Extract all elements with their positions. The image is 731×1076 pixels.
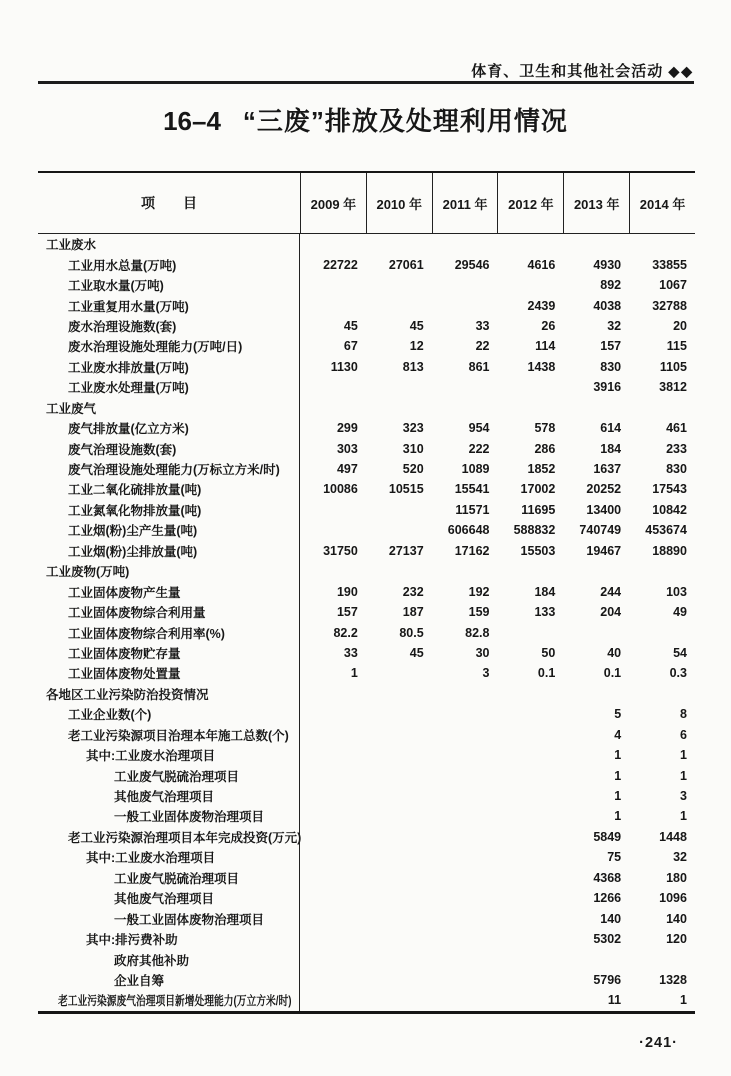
- cell-value: 11571: [455, 502, 490, 517]
- item-column-header: 项 目: [141, 195, 197, 211]
- cell-value: 114: [535, 339, 556, 354]
- table-row: [38, 500, 695, 520]
- table-row: [38, 357, 695, 377]
- cell-value: 1328: [659, 972, 687, 987]
- year-column-header: 2009 年: [300, 173, 366, 233]
- group-row: [38, 234, 695, 254]
- row-label: 工业企业数(个): [38, 704, 300, 724]
- cell-value: 204: [600, 605, 622, 620]
- cell-value: 5: [614, 707, 622, 722]
- cell-value: 17002: [520, 482, 556, 497]
- cell-value: 75: [607, 850, 622, 865]
- page-title: [0, 101, 731, 138]
- cell-value: 11695: [521, 502, 556, 517]
- cell-value: 19467: [586, 543, 622, 558]
- cell-value: 1: [680, 993, 687, 1008]
- year-column-header: 2013 年: [563, 173, 629, 233]
- row-label: 工业取水量(万吨): [38, 275, 300, 295]
- cell-value: 45: [409, 645, 424, 660]
- cell-value: 6: [680, 727, 687, 742]
- row-label: 其中:工业废水治理项目: [38, 745, 300, 765]
- table-row: [38, 254, 695, 274]
- table-row: [38, 377, 695, 397]
- cell-value: 32: [673, 850, 687, 865]
- cell-value: 1: [614, 768, 622, 783]
- table-row: [38, 275, 695, 295]
- row-label: 工业烟(粉)尘排放量(吨): [38, 541, 300, 561]
- table-row: [38, 949, 695, 969]
- cell-value: 5849: [593, 829, 622, 844]
- cell-value: 115: [666, 339, 687, 354]
- cell-value: 3: [482, 666, 490, 681]
- group-row: [38, 398, 695, 418]
- cell-value: 614: [600, 421, 622, 436]
- table-row: [38, 541, 695, 561]
- table-row: [38, 459, 695, 479]
- cell-value: 1067: [659, 278, 687, 293]
- cell-value: 120: [666, 932, 687, 947]
- cell-value: 187: [402, 605, 424, 620]
- cell-value: 830: [666, 462, 687, 477]
- page-number: ·241·: [639, 1035, 678, 1051]
- table-row: [38, 704, 695, 724]
- running-head-text: 体育、卫生和其他社会活动: [471, 63, 669, 80]
- row-label: 废气排放量(亿立方米): [38, 418, 300, 438]
- cell-value: 11: [607, 993, 622, 1008]
- year-column-header: 2012 年: [497, 173, 563, 233]
- cell-value: 0.3: [669, 666, 687, 681]
- table-row: [38, 908, 695, 928]
- cell-value: 1: [680, 809, 687, 824]
- row-label: 工业废水处理量(万吨): [38, 377, 300, 397]
- cell-value: 4: [614, 727, 622, 742]
- cell-value: 32788: [652, 298, 687, 313]
- year-column-header: 2014 年: [629, 173, 695, 233]
- row-label: 工业废水: [38, 234, 300, 254]
- cell-value: 520: [402, 462, 424, 477]
- cell-value: 50: [541, 645, 556, 660]
- cell-value: 32: [607, 318, 622, 333]
- cell-value: 133: [534, 605, 556, 620]
- cell-value: 1130: [330, 359, 358, 374]
- cell-value: 82.8: [465, 625, 490, 640]
- table-row: [38, 622, 695, 642]
- cell-value: 192: [468, 584, 490, 599]
- row-label: 工业废气脱硫治理项目: [38, 868, 300, 888]
- row-label: 其中:排污费补助: [38, 929, 300, 949]
- table-row: [38, 663, 695, 683]
- row-label: 各地区工业污染防治投资情况: [38, 684, 300, 704]
- cell-value: 13400: [586, 502, 622, 517]
- row-label: 工业废气脱硫治理项目: [38, 765, 300, 785]
- cell-value: 813: [402, 359, 424, 374]
- header-rule: [38, 81, 694, 84]
- cell-value: 1438: [527, 359, 556, 374]
- cell-value: 323: [402, 421, 424, 436]
- row-label: 政府其他补助: [38, 949, 300, 969]
- cell-value: 157: [336, 605, 358, 620]
- row-label: 工业废水排放量(万吨): [38, 357, 300, 377]
- table-body: [38, 234, 695, 1011]
- group-row: [38, 684, 695, 704]
- table-row: [38, 786, 695, 806]
- table-row: [38, 520, 695, 540]
- row-label: 工业氮氧化物排放量(吨): [38, 500, 300, 520]
- group-row: [38, 561, 695, 581]
- row-label: 工业固体废物贮存量: [38, 643, 300, 663]
- cell-value: 286: [534, 441, 556, 456]
- row-label: 工业固体废物综合利用率(%): [38, 622, 300, 642]
- cell-value: 3: [680, 789, 687, 804]
- cell-value: 303: [336, 441, 358, 456]
- cell-value: 299: [336, 421, 358, 436]
- cell-value: 49: [673, 605, 687, 620]
- cell-value: 140: [666, 911, 687, 926]
- row-label: 老工业污染源项目治理本年施工总数(个): [38, 725, 300, 745]
- diamond-marks-icon: ◆◆: [668, 63, 694, 79]
- cell-value: 453674: [645, 523, 687, 538]
- cell-value: 861: [468, 359, 490, 374]
- cell-value: 222: [468, 441, 490, 456]
- cell-value: 8: [680, 707, 687, 722]
- cell-value: 5796: [593, 972, 622, 987]
- cell-value: 1266: [593, 891, 622, 906]
- cell-value: 233: [666, 441, 687, 456]
- cell-value: 184: [600, 441, 622, 456]
- cell-value: 17162: [454, 543, 490, 558]
- table-row: [38, 765, 695, 785]
- table-row: [38, 888, 695, 908]
- row-label: 工业废气: [38, 398, 300, 418]
- cell-value: 4616: [527, 257, 556, 272]
- cell-value: 10515: [388, 482, 424, 497]
- table-row: [38, 868, 695, 888]
- table-row: [38, 990, 695, 1010]
- row-label: 一般工业固体废物治理项目: [38, 806, 300, 826]
- row-label: 废气治理设施数(套): [38, 438, 300, 458]
- cell-value: 45: [409, 318, 424, 333]
- table-row: [38, 745, 695, 765]
- table-row: [38, 581, 695, 601]
- cell-value: 2439: [527, 298, 556, 313]
- running-head: [471, 60, 694, 81]
- table-number: 16–4: [163, 106, 221, 136]
- year-column-header: 2010 年: [366, 173, 432, 233]
- cell-value: 1: [614, 789, 622, 804]
- cell-value: 54: [673, 645, 687, 660]
- cell-value: 1089: [461, 462, 490, 477]
- cell-value: 954: [468, 421, 490, 436]
- cell-value: 4368: [593, 870, 622, 885]
- row-label: 废水治理设施处理能力(万吨/日): [38, 336, 300, 356]
- cell-value: 33855: [652, 257, 687, 272]
- cell-value: 1852: [527, 462, 556, 477]
- cell-value: 588832: [513, 523, 556, 538]
- cell-value: 26: [541, 318, 556, 333]
- cell-value: 40: [607, 645, 622, 660]
- cell-value: 140: [600, 911, 622, 926]
- row-label: 工业二氧化硫排放量(吨): [38, 479, 300, 499]
- table-row: [38, 970, 695, 990]
- cell-value: 4038: [593, 298, 622, 313]
- cell-value: 33: [343, 645, 358, 660]
- cell-value: 244: [600, 584, 622, 599]
- row-label: 工业重复用水量(万吨): [38, 295, 300, 315]
- table-row: [38, 418, 695, 438]
- table-row: [38, 929, 695, 949]
- table-row: [38, 806, 695, 826]
- cell-value: 103: [666, 584, 687, 599]
- cell-value: 82.2: [333, 625, 358, 640]
- row-label: 废气治理设施处理能力(万标立方米/时): [38, 459, 300, 479]
- cell-value: 4930: [593, 257, 622, 272]
- row-label: 老工业污染源废气治理项目新增处理能力(万立方米/时): [38, 990, 300, 1010]
- cell-value: 10842: [652, 502, 687, 517]
- table-row: [38, 336, 695, 356]
- cell-value: 17543: [652, 482, 687, 497]
- cell-value: 15503: [520, 543, 556, 558]
- row-label: 工业固体废物产生量: [38, 581, 300, 601]
- cell-value: 180: [666, 870, 687, 885]
- cell-value: 159: [468, 605, 490, 620]
- cell-value: 0.1: [537, 666, 556, 681]
- cell-value: 29546: [454, 257, 490, 272]
- cell-value: 3916: [593, 380, 622, 395]
- row-label: 其他废气治理项目: [38, 888, 300, 908]
- row-label: 工业废物(万吨): [38, 561, 300, 581]
- table-row: [38, 438, 695, 458]
- cell-value: 1637: [593, 462, 622, 477]
- row-label: 其中:工业废水治理项目: [38, 847, 300, 867]
- table-header-row: [38, 173, 695, 234]
- cell-value: 0.1: [603, 666, 622, 681]
- row-label: 老工业污染源治理项目本年完成投资(万元): [38, 827, 300, 847]
- table-row: [38, 295, 695, 315]
- cell-value: 310: [402, 441, 424, 456]
- cell-value: 10086: [323, 482, 358, 497]
- statistics-table: [38, 171, 695, 1014]
- cell-value: 1: [350, 666, 358, 681]
- cell-value: 1096: [659, 891, 687, 906]
- cell-value: 18890: [652, 543, 687, 558]
- cell-value: 184: [534, 584, 556, 599]
- cell-value: 31750: [323, 543, 358, 558]
- cell-value: 22722: [323, 257, 358, 272]
- table-row: [38, 602, 695, 622]
- row-label: 工业固体废物综合利用量: [38, 602, 300, 622]
- row-label: 工业用水总量(万吨): [38, 254, 300, 274]
- cell-value: 45: [343, 318, 358, 333]
- cell-value: 578: [534, 421, 556, 436]
- cell-value: 20: [673, 318, 687, 333]
- table-title-text: “三废”排放及处理利用情况: [242, 106, 568, 136]
- row-label: 一般工业固体废物治理项目: [38, 908, 300, 928]
- cell-value: 1448: [659, 829, 687, 844]
- cell-value: 27061: [388, 257, 424, 272]
- cell-value: 1: [680, 748, 687, 763]
- cell-value: 3812: [659, 380, 687, 395]
- cell-value: 1: [680, 768, 687, 783]
- table-row: [38, 827, 695, 847]
- cell-value: 15541: [454, 482, 490, 497]
- cell-value: 30: [475, 645, 490, 660]
- row-label: 企业自筹: [38, 970, 300, 990]
- cell-value: 20252: [586, 482, 622, 497]
- year-column-header: 2011 年: [432, 173, 498, 233]
- row-label: 工业固体废物处置量: [38, 663, 300, 683]
- cell-value: 22: [475, 339, 490, 354]
- cell-value: 27137: [388, 543, 424, 558]
- cell-value: 5302: [593, 932, 622, 947]
- cell-value: 830: [600, 359, 622, 374]
- cell-value: 33: [475, 318, 490, 333]
- cell-value: 892: [600, 278, 622, 293]
- cell-value: 12: [409, 339, 424, 354]
- cell-value: 1: [614, 809, 622, 824]
- table-row: [38, 316, 695, 336]
- cell-value: 190: [336, 584, 358, 599]
- cell-value: 1105: [659, 359, 687, 374]
- cell-value: 67: [343, 339, 358, 354]
- table-row: [38, 847, 695, 867]
- table-row: [38, 643, 695, 663]
- cell-value: 157: [600, 339, 622, 354]
- cell-value: 80.5: [399, 625, 424, 640]
- cell-value: 740749: [579, 523, 622, 538]
- table-row: [38, 725, 695, 745]
- cell-value: 497: [336, 462, 358, 477]
- row-label: 工业烟(粉)尘产生量(吨): [38, 520, 300, 540]
- row-label: 废水治理设施数(套): [38, 316, 300, 336]
- table-row: [38, 479, 695, 499]
- row-label: 其他废气治理项目: [38, 786, 300, 806]
- cell-value: 606648: [447, 523, 490, 538]
- cell-value: 1: [614, 748, 622, 763]
- cell-value: 461: [666, 421, 687, 436]
- cell-value: 232: [402, 584, 424, 599]
